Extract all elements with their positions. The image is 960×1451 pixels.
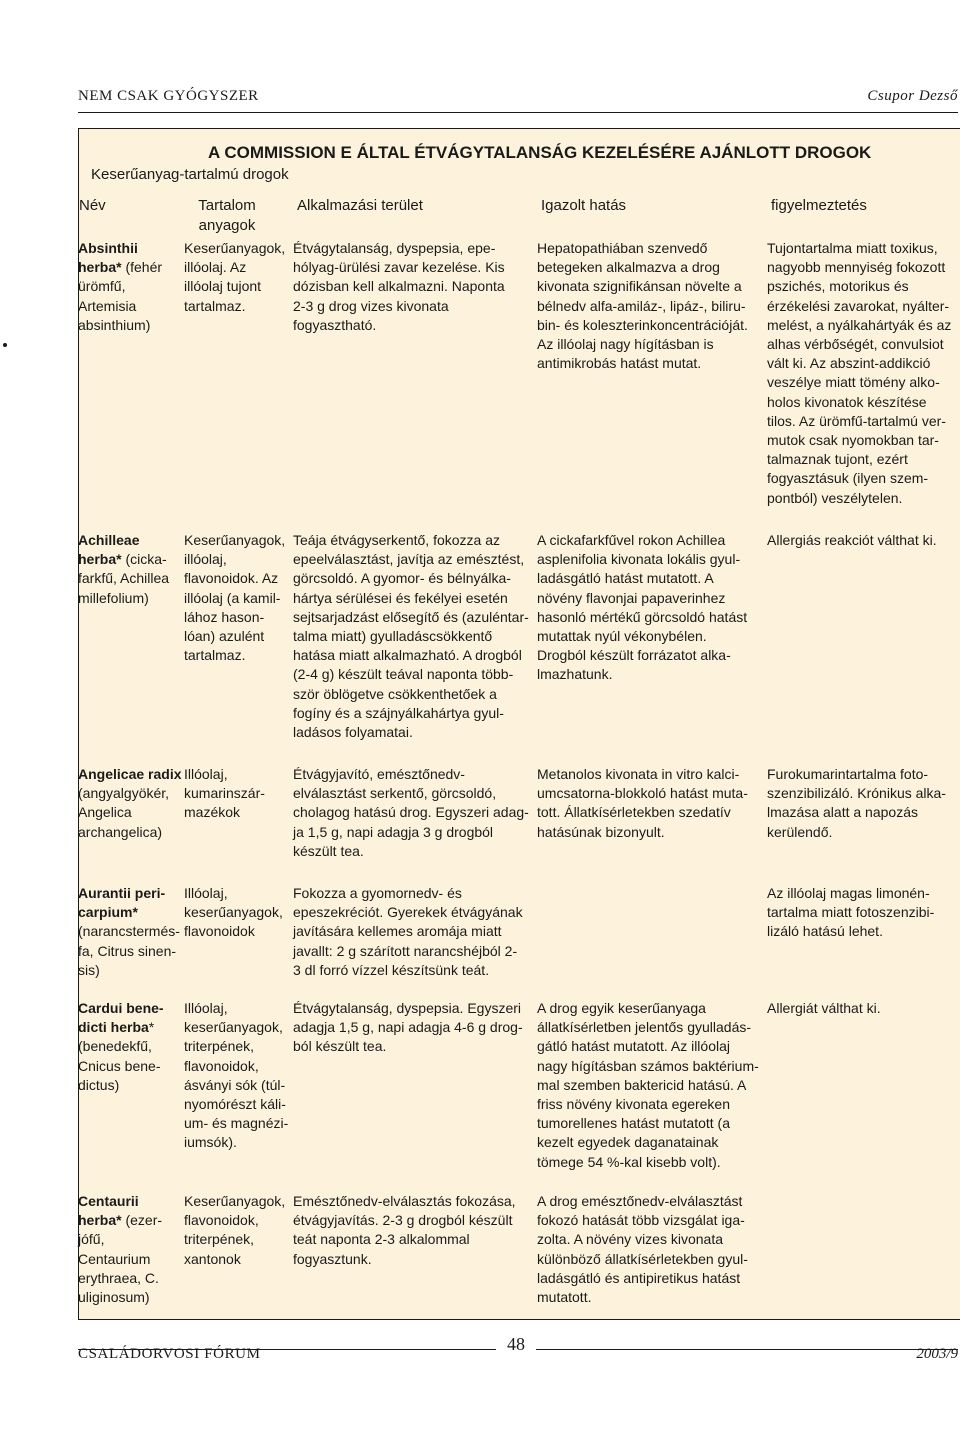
row-use: Étvágyjavító, emésztőnedv- elválasztást serkentő, görcsoldó, cholagog hatású drog. Egyszeri adag- ja 1,5 g, napi adagja 3 g drogból készült tea. [293, 766, 529, 859]
row-use: Étvágytalanság, dyspepsia. Egyszeri adagja 1,5 g, napi adagja 4-6 g drog- ból készült tea. [293, 1000, 523, 1055]
row-effect: Hepatopathiában szenvedő betegeken alkalmazva a drog kivonata szignifikánsan növelte a bélnedv alfa-amiláz-, lipáz-, biliru- bin- és koleszterinkoncentrációját. Az illóolaj nagy hígításban is antimikrobás hatást mutat. [537, 240, 748, 372]
row-effect: A drog egyik keserűanyaga állatkísérletben jelentős gyulladás- gátló hatást mutatott. Az illóolaj nagy hígításban számos baktérium- mal szemben baktericid hatású. A friss növény kivonata egereken tumorellenes hatást mutatott (a kezelt egyedek daganatainak tömege 54 %-kal kisebb volt). [537, 1000, 759, 1170]
margin-mark [3, 343, 7, 347]
row-name [78, 999, 183, 1095]
row-warning: Allergiás reakciót válthat ki. [767, 532, 937, 548]
journal-name: CSALÁDORVOSI FÓRUM [78, 1346, 261, 1362]
row-content: Illóolaj, keserűanyagok, flavonoidok [184, 885, 283, 940]
drug-name: Cardui bene- dicti herba [78, 1000, 164, 1036]
drug-common-name: (fehér ürömfű, Artemisia absinthium) [78, 259, 163, 333]
row-effect: A drog emésztőnedv-elválasztást fokozó hatását több vizsgálat iga- zolta. A növény vizes kivonata különböző állatkísérletekben gyul- ladásgátló és antipiretikus hatást mutatott. [537, 1193, 748, 1306]
drug-name: Achilleae herba* [78, 532, 140, 568]
author-name: Csupor Dezső [867, 88, 958, 104]
column-header-effect: Igazolt hatás [541, 197, 627, 214]
column-header-name: Név [79, 197, 106, 214]
drug-name: Centaurii herba* [78, 1193, 139, 1229]
row-content: Keserűanyagok, illóolaj, flavonoidok. Az illóolaj (a kamil- lához hason- lóan) azulént tartalmaz. [184, 532, 286, 664]
row-warning: Furokumarintartalma foto- szenzibilizáló. Krónikus alka- lmazása alatt a napozás kerülendő. [767, 766, 946, 840]
row-name [78, 884, 183, 980]
row-use: Étvágytalanság, dyspepsia, epe- hólyag-ürülési zavar kezelése. Kis dózisban kell alkalmazni. Naponta 2-3 g drog vizes kivonata fogyasztható. [293, 240, 505, 333]
drug-name: Aurantii peri- carpium* [78, 885, 166, 921]
drug-name: Absinthii herba* [78, 240, 138, 276]
column-header-warning: figyelmeztetés [771, 197, 867, 214]
row-use: Teája étvágyserkentő, fokozza az epeelválasztást, javítja az emésztést, görcsoldó. A gyomor- és bélnyálka- hártya sérülései és fekélyei esetén sejtsarjadzást elősegítő és (azuléntar- talma miatt) gyulladáscsökkentő hatása miatt alkalmazható. A drogból (2-4 g) készült teával naponta több- ször öblögetve csökkenthetőek a fogíny és a szájnyálkahártya gyul- ladásos folyamatai. [293, 532, 529, 741]
row-warning: Allergiát válthat ki. [767, 1000, 881, 1016]
drug-common-name: * (benedekfű, Cnicus bene- dictus) [78, 1019, 161, 1093]
table-title: A COMMISSION E ÁLTAL ÉTVÁGYTALANSÁG KEZELÉSÉRE AJÁNLOTT DROGOK [208, 143, 872, 162]
footer-rule-right [536, 1349, 958, 1350]
row-use: Emésztőnedv-elválasztás fokozása, étvágyjavítás. 2-3 g drogból készült teát naponta 2-3 alkalommal fogyasztunk. [293, 1193, 516, 1267]
row-effect: Metanolos kivonata in vitro kalci- umcsatorna-blokkoló hatást muta- tott. Állatkísérletekben szedatív hatásúnak bizonyult. [537, 766, 748, 840]
column-header-use: Alkalmazási terület [297, 197, 423, 214]
row-warning: Tujontartalma miatt toxikus, nagyobb mennyiség fokozott pszichés, motorikus és érzékelési zavarokat, nyálter- melést, a nyálkahártyák és az alhas vérbőségét, convulsiot vált ki. Az abszint-addikció veszélye miatt tömény alko- holos kivonatok készítése tilos. Az ürömfű-tartalmú ver- mutok csak nyomokban tar- talmaznak tujont, ezért fogyasztásuk (ilyen szem- pontból) veszélytelen. [767, 240, 952, 506]
row-name [78, 1192, 183, 1307]
row-warning: Az illóolaj magas limonén- tartalma miatt fotoszenzibi- lizáló hatású lehet. [767, 885, 935, 940]
drug-common-name: (cicka- farkfű, Achillea millefolium) [78, 551, 170, 606]
drug-name: Angelicae radix [78, 766, 182, 782]
drug-common-name: (angyalgyökér, Angelica archangelica) [78, 785, 170, 840]
drug-common-name: (ezer- jófű, Centaurium erythraea, C. uliginosum) [78, 1212, 163, 1306]
row-content: Illóolaj, kumarinszár- mazékok [184, 766, 265, 821]
journal-section-title: NEM CSAK GYÓGYSZER [78, 88, 259, 104]
header-rule [78, 112, 958, 113]
row-content: Illóolaj, keserűanyagok, triterpének, flavonoidok, ásványi sók (túl- nyomórészt káli- um- és magnézi- iumsók). [184, 1000, 289, 1151]
row-name [78, 765, 183, 842]
row-effect: A cickafarkfűvel rokon Achillea asplenifolia kivonata lokális gyul- ladásgátló hatást mutatott. A növény flavonjai papaverinhez hasonló mértékű görcsoldó hatást mutattak nyúl vékonybélen. Drogból készült forrázatot alka- lmazhatunk. [537, 532, 748, 683]
running-header [78, 88, 958, 110]
row-name [78, 239, 183, 335]
row-content: Keserűanyagok, flavonoidok, triterpének, xantonok [184, 1193, 286, 1267]
drug-common-name: (narancstermés- fa, Citrus sinen- sis) [78, 923, 180, 978]
row-content: Keserűanyagok, illóolaj. Az illóolaj tujont tartalmaz. [184, 240, 286, 314]
row-use: Fokozza a gyomornedv- és epeszekréciót. Gyerekek étvágyának javítására kellemes aromája miatt javallt: 2 g szárított narancshéjból 2- 3 dl forró vízzel készítsünk teát. [293, 885, 523, 978]
column-header-content: Tartalom anyagok [198, 197, 256, 234]
page-number: 48 [507, 1334, 525, 1354]
row-name [78, 531, 183, 608]
table-subtitle: Keserűanyag-tartalmú drogok [91, 166, 289, 183]
issue-number: 2003/9 [916, 1346, 958, 1362]
